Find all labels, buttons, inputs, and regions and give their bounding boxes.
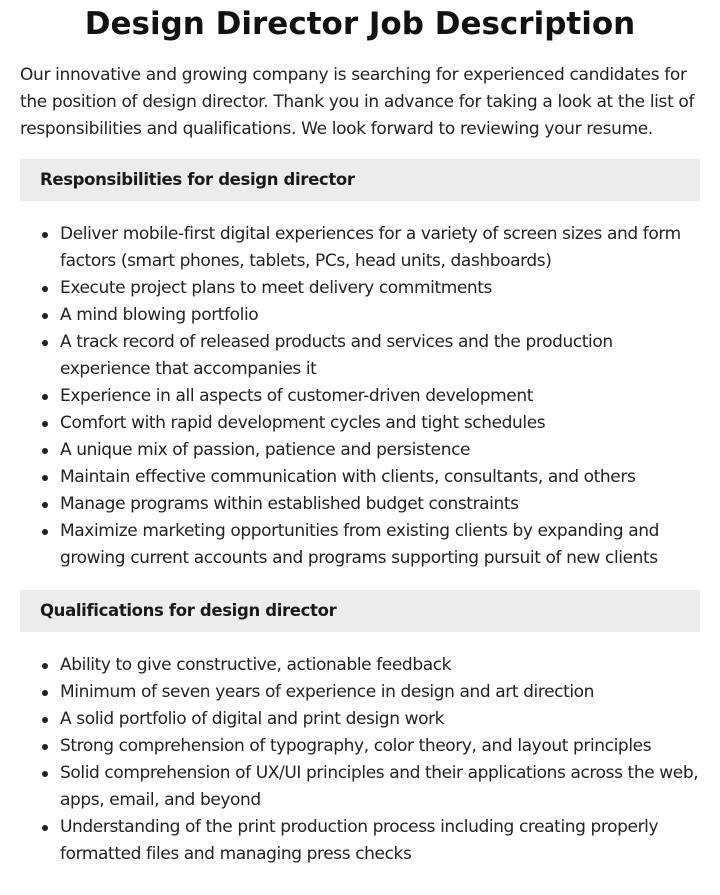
list-item: [60, 760, 700, 814]
list-item: [60, 706, 700, 733]
list-item: [60, 410, 700, 437]
bullet-icon: [42, 475, 48, 481]
bullet-icon: [42, 825, 48, 831]
bullet-icon: [42, 394, 48, 400]
bullet-icon: [42, 529, 48, 535]
list-item-text: Understanding of the print production process including creating properly formatted files and managing press checks: [60, 817, 659, 864]
responsibilities-heading: Responsibilities for design director: [20, 159, 700, 201]
list-item: [60, 221, 700, 275]
list-item-text: A mind blowing portfolio: [60, 305, 259, 325]
list-item-text: Solid comprehension of UX/UI principles and their applications across the web, apps, email, and beyond: [60, 763, 699, 810]
list-item: [60, 302, 700, 329]
list-item-text: Experience in all aspects of customer-driven development: [60, 386, 534, 406]
list-item: [60, 329, 700, 383]
bullet-icon: [42, 663, 48, 669]
list-item-text: Deliver mobile-first digital experiences for a variety of screen sizes and form factors (smart phones, tablets, PCs, head units, dashboards): [60, 224, 681, 271]
list-item: [60, 437, 700, 464]
bullet-icon: [42, 744, 48, 750]
list-item: [60, 275, 700, 302]
qualifications-heading: Qualifications for design director: [20, 590, 700, 632]
page-title: Design Director Job Description: [84, 6, 636, 42]
list-item-text: Maximize marketing opportunities from existing clients by expanding and growing current accounts and programs supporting pursuit of new clients: [60, 521, 659, 568]
bullet-icon: [42, 340, 48, 346]
list-item-text: A track record of released products and services and the production experience that accompanies it: [60, 332, 613, 379]
list-item: [60, 518, 700, 572]
list-item-text: Execute project plans to meet delivery commitments: [60, 278, 493, 298]
list-item-text: A solid portfolio of digital and print design work: [60, 709, 445, 729]
list-item: [60, 383, 700, 410]
list-item-text: Maintain effective communication with clients, consultants, and others: [60, 467, 636, 487]
bullet-icon: [42, 313, 48, 319]
list-item-text: A unique mix of passion, patience and persistence: [60, 440, 471, 460]
bullet-icon: [42, 232, 48, 238]
bullet-icon: [42, 717, 48, 723]
list-item-text: Manage programs within established budget constraints: [60, 494, 519, 514]
list-item: [60, 491, 700, 518]
list-item: [60, 652, 700, 679]
list-item-text: Strong comprehension of typography, color theory, and layout principles: [60, 736, 652, 756]
bullet-icon: [42, 286, 48, 292]
list-item-text: Minimum of seven years of experience in design and art direction: [60, 682, 595, 702]
list-item: [60, 679, 700, 706]
responsibilities-list: [20, 221, 700, 572]
bullet-icon: [42, 771, 48, 777]
intro-paragraph: Our innovative and growing company is searching for experienced candidates for the position of design director. Thank you in advance for taking a look at the list of responsibilities and qualifications. We look forward to reviewing your resume.: [20, 65, 695, 139]
bullet-icon: [42, 690, 48, 696]
bullet-icon: [42, 421, 48, 427]
qualifications-list: [20, 652, 700, 868]
list-item: [60, 814, 700, 868]
list-item-text: Ability to give constructive, actionable feedback: [60, 655, 452, 675]
bullet-icon: [42, 448, 48, 454]
list-item: [60, 464, 700, 491]
bullet-icon: [42, 502, 48, 508]
list-item: [60, 733, 700, 760]
list-item-text: Comfort with rapid development cycles and tight schedules: [60, 413, 546, 433]
